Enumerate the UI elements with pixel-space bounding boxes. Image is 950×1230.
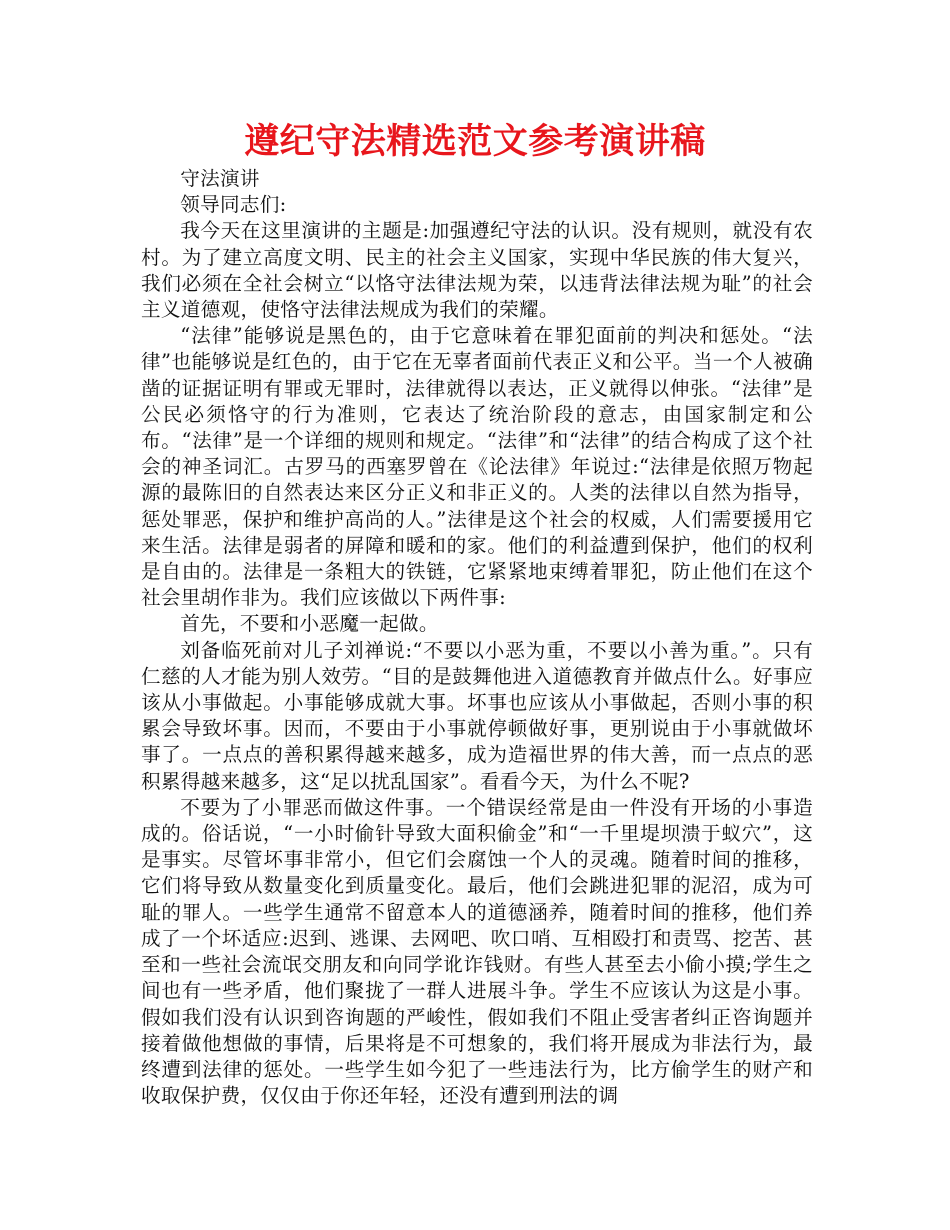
paragraph: 不要为了小罪恶而做这件事。一个错误经常是由一件没有开场的小事造成的。俗话说，“一小时偷针导致大面积偷金”和“一千里堤坝溃于蚁穴”，这是事实。尽管坏事非常小，但它们会腐蚀一个人的灵魂。随着时间的推移，它们将导致从数量变化到质量变化。最后，他们会跳进犯罪的泥沼，成为可耻的罪人。一些学生通常不留意本人的道德涵养，随着时间的推移，他们养成了一个坏适应:迟到、逃课、去网吧、吹口哨、互相殴打和责骂、挖苦、甚至和一些社会流氓交朋友和向同学讹诈钱财。有些人甚至去小偷小摸;学生之间也有一些矛盾，他们聚拢了一群人进展斗争。学生不应该认为这是小事。假如我们没有认识到咨询题的严峻性，假如我们不阻止受害者纠正咨询题并接着做他想做的事情，后果将是不可想象的，我们将开展成为非法行为，最终遭到法律的惩处。一些学生如今犯了一些违法行为，比方偷学生的财产和收取保护费，仅仅由于你还年轻，还没有遭到刑法的调 — [141, 795, 813, 1108]
paragraph: “法律”能够说是黑色的，由于它意味着在罪犯面前的判决和惩处。“法律”也能够说是红色的，由于它在无辜者面前代表正义和公平。当一个人被确凿的证据证明有罪或无罪时，法律就得以表达，正义就得以伸张。“法律”是公民必须恪守的行为准则，它表达了统治阶段的意志，由国家制定和公布。“法律”是一个详细的规则和规定。“法律”和“法律”的结合构成了这个社会的神圣词汇。古罗马的西塞罗曾在《论法律》年说过:“法律是依照万物起源的最陈旧的自然表达来区分正义和非正义的。人类的法律以自然为指导，惩处罪恶，保护和维护高尚的人。”法律是这个社会的权威，人们需要援用它来生活。法律是弱者的屏障和暖和的家。他们的利益遭到保护，他们的权利是自由的。法律是一条粗大的铁链，它紧紧地束缚着罪犯，防止他们在这个社会里胡作非为。我们应该做以下两件事: — [141, 324, 813, 610]
document-title: 遵纪守法精选范文参考演讲稿 — [244, 122, 706, 162]
paragraph: 我今天在这里演讲的主题是:加强遵纪守法的认识。没有规则，就没有农村。为了建立高度文明、民主的社会主义国家，实现中华民族的伟大复兴，我们必须在全社会树立“以恪守法律法规为荣，以违背法律法规为耻”的社会主义道德观，使恪守法律法规成为我们的荣耀。 — [141, 219, 813, 322]
paragraph: 首先，不要和小恶魔一起做。 — [180, 612, 439, 636]
paragraph: 领导同志们: — [180, 193, 287, 217]
paragraph: 刘备临死前对儿子刘禅说:“不要以小恶为重，不要以小善为重。”。只有仁慈的人才能为别人效劳。“目的是鼓舞他进入道德教育并做点什么。好事应该从小事做起。小事能够成就大事。坏事也应该从小事做起，否则小事的积累会导致坏事。因而，不要由于小事就停顿做好事，更别说由于小事就做坏事了。一点点的善积累得越来越多，成为造福世界的伟大善，而一点点的恶积累得越来越多，这“足以扰乱国家”。看看今天，为什么不呢? — [141, 638, 813, 793]
paragraph: 守法演讲 — [180, 167, 260, 190]
document-body — [141, 166, 813, 1109]
